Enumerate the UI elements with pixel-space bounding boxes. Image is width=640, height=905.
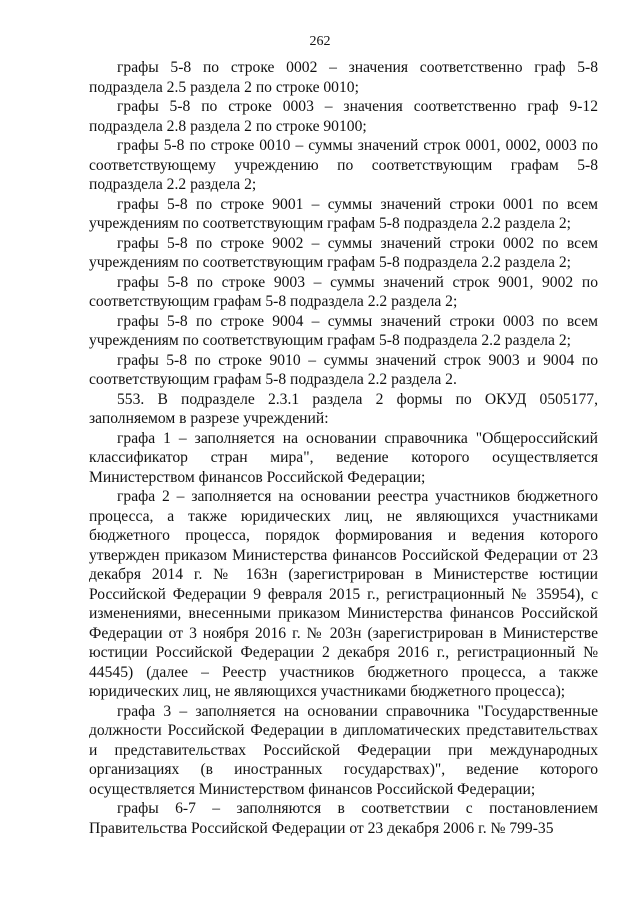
paragraph: графы 5-8 по строке 9010 – суммы значений строк 9003 и 9004 по соответствующим графам 5-8 подраздела 2.2 раздела 2.: [89, 351, 598, 388]
paragraph: графы 5-8 по строке 0002 – значения соответственно граф 5-8 подраздела 2.5 раздела 2 по строке 0010;: [89, 59, 598, 96]
paragraph: графы 5-8 по строке 9004 – суммы значений строки 0003 по всем учреждениям по соответствующим графам 5-8 подраздела 2.2 раздела 2;: [89, 312, 598, 349]
paragraph: графа 2 – заполняется на основании реестра участников бюджетного процесса, а также юридических лиц, не являющихся участниками бюджетного процесса, порядок формирования и ведения которого утвержден приказом Министерства финансов Российской Федерации от 23 декабря 2014 г. № 163н (зарегистрирован в Министерстве юстиции Российской Федерации 9 февраля 2015 г., регистрационный № 35954), с изменениями, внесенными приказом Министерства финансов Российской Федерации от 3 ноября 2016 г. № 203н (зарегистрирован в Министерстве юстиции Российской Федерации 2 декабря 2016 г., регистрационный № 44545) (далее – Реестр участников бюджетного процесса, а также юридических лиц, не являющихся участниками бюджетного процесса);: [89, 488, 598, 700]
paragraph: графы 6-7 – заполняются в соответствии с постановлением Правительства Российской Федерации от 23 декабря 2006 г. № 799-35: [89, 800, 598, 837]
paragraph: 553. В подразделе 2.3.1 раздела 2 формы по ОКУД 0505177, заполняемом в разрезе учреждений:: [89, 390, 598, 427]
paragraph: графы 5-8 по строке 0010 – суммы значений строк 0001, 0002, 0003 по соответствующему учреждению по соответствующим графам 5-8 подраздела 2.2 раздела 2;: [89, 137, 598, 193]
document-body: [89, 58, 598, 838]
paragraph: графы 5-8 по строке 0003 – значения соответственно граф 9-12 подраздела 2.8 раздела 2 по строке 90100;: [89, 98, 598, 135]
paragraph: графы 5-8 по строке 9003 – суммы значений строк 9001, 9002 по соответствующим графам 5-8 подраздела 2.2 раздела 2;: [89, 273, 598, 310]
paragraph: графа 1 – заполняется на основании справочника "Общероссийский классификатор стран мира", ведение которого осуществляется Министерством финансов Российской Федерации;: [89, 429, 598, 486]
paragraph: графы 5-8 по строке 9002 – суммы значений строки 0002 по всем учреждениям по соответствующим графам 5-8 подраздела 2.2 раздела 2;: [89, 234, 598, 271]
paragraph: графа 3 – заполняется на основании справочника "Государственные должности Российской Федерации в дипломатических представительствах и представительствах Российской Федерации при международных организациях (в иностранных государствах)", ведение которого осуществляется Министерством финансов Российской Федерации;: [89, 702, 598, 798]
page-number: 262: [309, 34, 331, 49]
paragraph: графы 5-8 по строке 9001 – суммы значений строки 0001 по всем учреждениям по соответствующим графам 5-8 подраздела 2.2 раздела 2;: [89, 195, 598, 232]
